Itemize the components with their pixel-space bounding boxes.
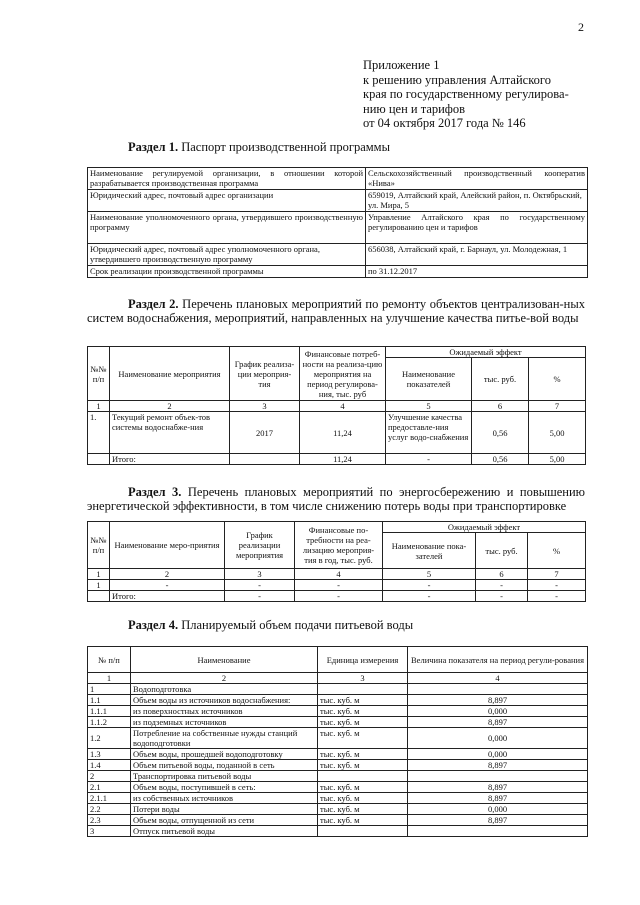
cell-value [408,826,588,837]
col-number: 1 [88,401,110,412]
cell-num: 1.1.2 [88,717,131,728]
header-schedule: График реализа-ции мероприя-тия [230,347,300,401]
cell-pct: 5,00 [529,412,586,454]
repair-measures-table [87,346,586,465]
cell-num: 1.1 [88,695,131,706]
section1-title: Паспорт производственной программы [181,140,390,154]
section2-title: Перечень плановых мероприятий по ремонту объектов централизован-ных систем водоснабжения, мероприятий, направленных на улучшение качества питье-вой воды [87,297,586,325]
col-number: 1 [88,673,131,684]
appendix-line: от 04 октября 2017 года № 146 [363,116,526,130]
cell-value: 8,897 [408,782,588,793]
section1-heading [128,140,390,154]
passport-table [87,167,588,278]
col-number: 4 [300,401,386,412]
appendix-line: края по государственному регулирова- [363,87,569,101]
col-number: 2 [110,401,230,412]
total-label: Итого: [110,454,230,465]
col-number: 3 [318,673,408,684]
cell-value: 8,897 [408,793,588,804]
cell-num: 1 [88,580,110,591]
passport-value: Сельскохозяйственный производственный кооператив «Нива» [366,168,588,190]
table-row [88,401,586,412]
col-number: 4 [408,673,588,684]
table-row [88,673,588,684]
table-row [88,706,588,717]
appendix-line: к решению управления Алтайского [363,72,551,87]
section4-label: Раздел 4. [128,618,179,632]
col-number: 7 [528,569,586,580]
total-thous: 0,56 [472,454,529,465]
table-row [88,826,588,837]
table-row [88,717,588,728]
passport-value: 659019, Алтайский край, Алейский район, п. Октябрьский, ул. Мира, 5 [366,190,588,212]
section3-heading [87,485,585,513]
header-finance: Финансовые по-требности на реа-лизацию мероприя-тия в год, тыс. руб. [295,522,383,569]
appendix-line: нию цен и тарифов [363,101,466,116]
col-number: 3 [225,569,295,580]
header-thous: тыс. руб. [472,358,529,401]
col-number: 5 [386,401,472,412]
cell-indicator: - [383,580,476,591]
cell-value [408,684,588,695]
total-thous: - [476,591,528,602]
passport-key: Юридический адрес, почтовый адрес уполномоченного органа, утвердившего производственную программу [88,244,366,266]
cell-thous: 0,56 [472,412,529,454]
cell-finance: 11,24 [300,412,386,454]
header-effect: Ожидаемый эффект [383,522,586,533]
cell-unit: тыс. куб. м [318,728,408,749]
header-name: Наименование мероприятия [110,347,230,401]
cell-name: Потери воды [131,804,318,815]
cell-unit: тыс. куб. м [318,749,408,760]
appendix-note [363,58,569,131]
header-unit: Единица измерения [318,647,408,673]
table-row [88,728,588,749]
cell-name: из поверхностных источников [131,706,318,717]
header-pct: % [529,358,586,401]
cell-value [408,771,588,782]
section4-heading [128,618,413,632]
passport-key: Наименование уполномоченного органа, утвердившего производственную программу [88,212,366,244]
header-num: №№ п/п [88,347,110,401]
cell-finance: - [295,580,383,591]
cell-schedule: 2017 [230,412,300,454]
header-indicator: Наименование показателей [386,358,472,401]
cell-value: 8,897 [408,717,588,728]
table-row [88,804,588,815]
table-row [88,580,586,591]
passport-key: Наименование регулируемой организации, в отношении которой разрабатывается производственная программа [88,168,366,190]
header-finance: Финансовые потреб-ности на реализа-цию мероприятия на период регулирова-ния, тыс. руб [300,347,386,401]
table-row [88,695,588,706]
section4-title: Планируемый объем подачи питьевой воды [181,618,414,632]
cell-value: 8,897 [408,760,588,771]
cell-unit: тыс. куб. м [318,793,408,804]
table-row [88,782,588,793]
cell-unit: тыс. куб. м [318,706,408,717]
table-row [88,771,588,782]
cell-indicator: Улучшение качества предоставле-ния услуг водо-снабжения [386,412,472,454]
total-label: Итого: [110,591,225,602]
cell-num: 2.2 [88,804,131,815]
cell-value: 0,000 [408,728,588,749]
cell-name: Объем воды, поступившей в сеть: [131,782,318,793]
section2-label: Раздел 2. [128,297,179,311]
header-num: №№ п/п [88,522,110,569]
table-row [88,684,588,695]
table-row [88,168,588,190]
cell-unit: тыс. куб. м [318,804,408,815]
cell-value: 0,000 [408,749,588,760]
cell-num: 1.4 [88,760,131,771]
cell-name: Водоподготовка [131,684,318,695]
cell-unit: тыс. куб. м [318,815,408,826]
page-number: 2 [578,20,584,34]
cell-unit [318,771,408,782]
table-row [88,347,586,358]
header-thous: тыс. руб. [476,533,528,569]
water-supply-table [87,646,588,837]
section3-label: Раздел 3. [128,485,182,499]
table-row [88,647,588,673]
cell-num: 2.1 [88,782,131,793]
col-number: 6 [472,401,529,412]
cell-num [88,454,110,465]
header-schedule: График реализации мероприятия [225,522,295,569]
col-number: 3 [230,401,300,412]
cell-schedule: - [225,580,295,591]
section1-label: Раздел 1. [128,140,179,154]
total-schedule: - [225,591,295,602]
cell-name: Отпуск питьевой воды [131,826,318,837]
cell-num: 1.3 [88,749,131,760]
col-number: 4 [295,569,383,580]
cell-value: 8,897 [408,695,588,706]
table-row [88,569,586,580]
passport-key: Юридический адрес, почтовый адрес организации [88,190,366,212]
cell-unit [318,684,408,695]
cell-name: Объем воды, прошедшей водоподготовку [131,749,318,760]
table-row [88,212,588,244]
total-indicator: - [383,591,476,602]
cell-thous: - [476,580,528,591]
total-finance: - [295,591,383,602]
cell-value: 0,000 [408,804,588,815]
cell-unit: тыс. куб. м [318,760,408,771]
cell-value: 0,000 [408,706,588,717]
col-number: 2 [131,673,318,684]
header-pct: % [528,533,586,569]
cell-unit: тыс. куб. м [318,695,408,706]
total-pct: 5,00 [529,454,586,465]
col-number: 2 [110,569,225,580]
cell-schedule [230,454,300,465]
cell-name: Текущий ремонт объек-тов системы водоснабже-ния [110,412,230,454]
col-number: 6 [476,569,528,580]
cell-num: 2.1.1 [88,793,131,804]
header-effect: Ожидаемый эффект [386,347,586,358]
cell-name: из подземных источников [131,717,318,728]
cell-name: Объем воды из источников водоснабжения: [131,695,318,706]
header-num: № п/п [88,647,131,673]
cell-num: 1. [88,412,110,454]
cell-value: 8,897 [408,815,588,826]
passport-value: Управление Алтайского края по государственному регулированию цен и тарифов [366,212,588,244]
cell-num: 1 [88,684,131,695]
cell-num: 1.2 [88,728,131,749]
col-number: 5 [383,569,476,580]
energy-measures-table [87,521,586,602]
cell-num: 3 [88,826,131,837]
cell-pct: - [528,580,586,591]
total-indicator: - [386,454,472,465]
cell-num [88,591,110,602]
table-row [88,793,588,804]
cell-unit: тыс. куб. м [318,782,408,793]
header-value: Величина показателя на период регули-рования [408,647,588,673]
total-finance: 11,24 [300,454,386,465]
section2-heading [87,297,585,325]
total-pct: - [528,591,586,602]
cell-name: Объем воды, отпущенной из сети [131,815,318,826]
header-indicator: Наименование пока-зателей [383,533,476,569]
table-row [88,591,586,602]
passport-value: 656038, Алтайский край, г. Барнаул, ул. Молодежная, 1 [366,244,588,266]
table-row [88,412,586,454]
table-row [88,815,588,826]
appendix-line: Приложение 1 [363,58,440,72]
section3-title: Перечень плановых мероприятий по энергосбережению и повышению энергетической эффективности, в том числе снижению потерь воды при транспортировке [87,485,586,513]
cell-name: из собственных источников [131,793,318,804]
col-number: 7 [529,401,586,412]
cell-num: 2.3 [88,815,131,826]
cell-name: Потребление на собственные нужды станций водоподготовки [131,728,318,749]
cell-unit [318,826,408,837]
table-row [88,190,588,212]
table-row [88,522,586,533]
col-number: 1 [88,569,110,580]
table-row [88,244,588,266]
passport-key: Срок реализации производственной программы [88,266,366,278]
cell-num: 1.1.1 [88,706,131,717]
passport-value: по 31.12.2017 [366,266,588,278]
cell-num: 2 [88,771,131,782]
table-row [88,454,586,465]
cell-unit: тыс. куб. м [318,717,408,728]
cell-name: - [110,580,225,591]
table-row [88,266,588,278]
cell-name: Объем питьевой воды, поданной в сеть [131,760,318,771]
header-name: Наименование [131,647,318,673]
table-row [88,760,588,771]
cell-name: Транспортировка питьевой воды [131,771,318,782]
header-name: Наименование меро-приятия [110,522,225,569]
table-row [88,749,588,760]
